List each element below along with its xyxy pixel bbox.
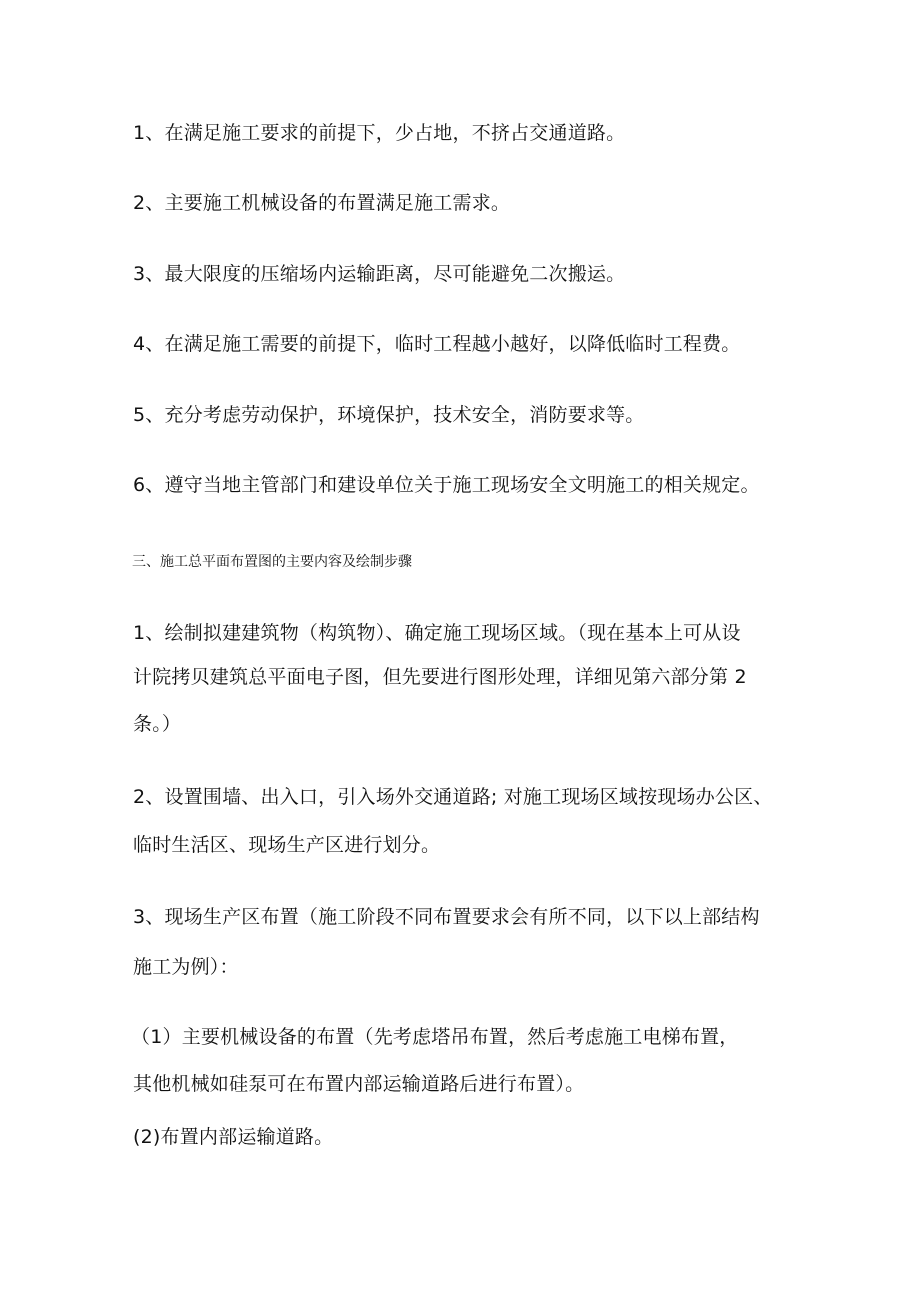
step-1-line-3: 条。）: [133, 713, 182, 735]
principle-item-1: 1、在满足施工要求的前提下，少占地，不挤占交通道路。: [133, 122, 626, 144]
principle-item-5: 5、充分考虑劳动保护，环境保护，技术安全，消防要求等。: [133, 404, 645, 426]
step-2-line-2: 临时生活区、现场生产区进行划分。: [133, 834, 441, 856]
substep-1-line-1: （1）主要机械设备的布置（先考虑塔吊布置，然后考虑施工电梯布置，: [131, 1026, 739, 1048]
step-1-line-1: 1、绘制拟建建筑物（构筑物）、确定施工现场区域。（现在基本上可从设: [133, 622, 741, 644]
step-2-line-1: 2、设置围墙、出入口，引入场外交通道路; 对施工现场区域按现场办公区、: [133, 786, 773, 808]
principle-item-3: 3、最大限度的压缩场内运输距离，尽可能避免二次搬运。: [133, 263, 626, 285]
substep-2-line-1: (2)布置内部运输道路。: [133, 1126, 334, 1148]
step-1-line-2: 计院拷贝建筑总平面电子图，但先要进行图形处理，详细见第六部分第 2: [133, 666, 747, 688]
step-3-line-2: 施工为例）：: [133, 956, 239, 978]
principle-item-6: 6、遵守当地主管部门和建设单位关于施工现场安全文明施工的相关规定。: [133, 474, 760, 496]
step-3-line-1: 3、现场生产区布置（施工阶段不同布置要求会有所不同，以下以上部结构: [133, 906, 760, 928]
principle-item-4: 4、在满足施工需要的前提下，临时工程越小越好，以降低临时工程费。: [133, 333, 741, 355]
section-heading: 三、施工总平面布置图的主要内容及绘制步骤: [132, 554, 412, 570]
substep-1-line-2: 其他机械如硅泵可在布置内部运输道路后进行布置）。: [133, 1073, 585, 1095]
principle-item-2: 2、主要施工机械设备的布置满足施工需求。: [133, 192, 511, 214]
